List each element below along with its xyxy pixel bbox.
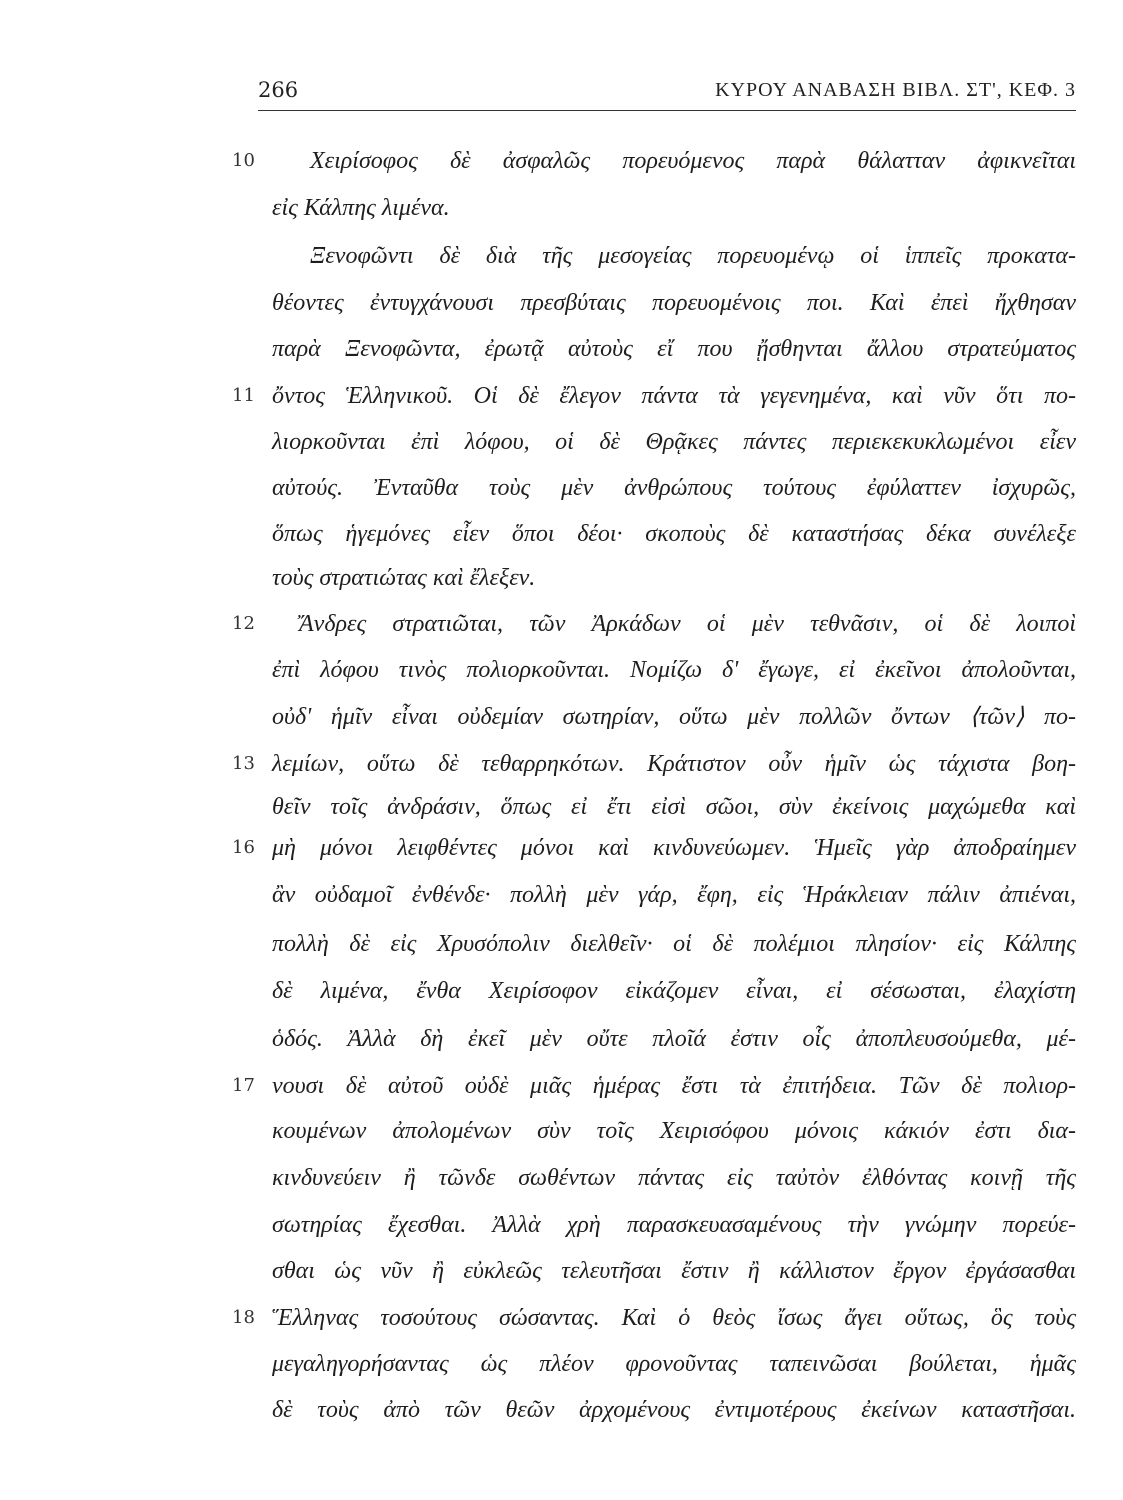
text-line: Ἄνδρες στρατιῶται, τῶν Ἀρκάδων οἱ μὲν τεθνᾶσιν, οἱ δὲ λοιποὶ: [299, 611, 1076, 637]
text-line: δὲ λιμένα, ἔνθα Χειρίσοφον εἰκάζομεν εἶναι, εἰ σέσωσται, ἐλαχίστη: [272, 978, 1076, 1004]
text-line: λιορκοῦνται ἐπὶ λόφου, οἱ δὲ Θρᾷκες πάντες περιεκεκυκλωμένοι εἶεν: [272, 429, 1076, 455]
text-line: κουμένων ἀπολομένων σὺν τοῖς Χειρισόφου μόνοις κάκιόν ἐστι δια-: [272, 1118, 1076, 1144]
page-number: 266: [258, 78, 299, 102]
running-title: ΚΥΡΟΥ ΑΝΑΒΑΣΗ ΒΙΒΛ. ΣΤ', ΚΕΦ. 3: [715, 79, 1076, 101]
section-number: 16: [232, 837, 255, 858]
text-line: κινδυνεύειν ἢ τῶνδε σωθέντων πάντας εἰς ταὐτὸν ἐλθόντας κοινῇ τῆς: [272, 1165, 1076, 1191]
text-line: δὲ τοὺς ἀπὸ τῶν θεῶν ἀρχομένους ἐντιμοτέρους ἐκείνων καταστῆσαι.: [272, 1397, 1076, 1423]
text-line: θεῖν τοῖς ἀνδράσιν, ὅπως εἰ ἔτι εἰσὶ σῶοι, σὺν ἐκείνοις μαχώμεθα καὶ: [272, 794, 1076, 820]
text-line: Ξενοφῶντι δὲ διὰ τῆς μεσογείας πορευομένῳ οἱ ἱππεῖς προκατα-: [310, 243, 1076, 269]
section-number: 13: [232, 753, 255, 774]
section-number: 12: [232, 613, 255, 634]
section-number: 18: [232, 1307, 255, 1328]
section-number: 10: [232, 150, 255, 171]
text-line: εἰς Κάλπης λιμένα.: [272, 195, 450, 221]
text-line: θέοντες ἐντυγχάνουσι πρεσβύταις πορευομένοις ποι. Καὶ ἐπεὶ ἤχθησαν: [272, 290, 1076, 316]
text-line: αὐτούς. Ἐνταῦθα τοὺς μὲν ἀνθρώπους τούτους ἐφύλαττεν ἰσχυρῶς,: [272, 475, 1076, 501]
text-line: πολλὴ δὲ εἰς Χρυσόπολιν διελθεῖν· οἱ δὲ πολέμιοι πλησίον· εἰς Κάλπης: [272, 931, 1076, 957]
text-line: ἐπὶ λόφου τινὸς πολιορκοῦνται. Νομίζω δ' ἔγωγε, εἰ ἐκεῖνοι ἀπολοῦνται,: [272, 657, 1076, 683]
text-line: σωτηρίας ἔχεσθαι. Ἀλλὰ χρὴ παρασκευασαμένους τὴν γνώμην πορεύε-: [272, 1212, 1076, 1238]
text-line: Χειρίσοφος δὲ ἀσφαλῶς πορευόμενος παρὰ θάλατταν ἀφικνεῖται: [310, 148, 1076, 174]
section-number: 17: [232, 1075, 255, 1096]
text-line: ὄντος Ἑλληνικοῦ. Οἱ δὲ ἔλεγον πάντα τὰ γεγενημένα, καὶ νῦν ὅτι πο-: [272, 383, 1076, 409]
text-line: νουσι δὲ αὐτοῦ οὐδὲ μιᾶς ἡμέρας ἔστι τὰ ἐπιτήδεια. Τῶν δὲ πολιορ-: [272, 1073, 1076, 1099]
section-number: 11: [232, 385, 255, 406]
text-line: μὴ μόνοι λειφθέντες μόνοι καὶ κινδυνεύωμεν. Ἡμεῖς γὰρ ἀποδραίημεν: [272, 835, 1076, 861]
text-line: παρὰ Ξενοφῶντα, ἐρωτᾷ αὐτοὺς εἴ που ᾔσθηνται ἄλλου στρατεύματος: [272, 336, 1076, 362]
text-line: σθαι ὡς νῦν ἢ εὐκλεῶς τελευτῆσαι ἔστιν ἢ κάλλιστον ἔργον ἐργάσασθαι: [272, 1258, 1076, 1284]
text-line: τοὺς στρατιώτας καὶ ἔλεξεν.: [272, 565, 536, 591]
text-line: ὅπως ἡγεμόνες εἶεν ὅποι δέοι· σκοποὺς δὲ καταστήσας δέκα συνέλεξε: [272, 521, 1076, 547]
text-line: λεμίων, οὕτω δὲ τεθαρρηκότων. Κράτιστον οὖν ἡμῖν ὡς τάχιστα βοη-: [272, 751, 1076, 777]
text-line: μεγαληγορήσαντας ὡς πλέον φρονοῦντας ταπεινῶσαι βούλεται, ἡμᾶς: [272, 1351, 1076, 1377]
text-line: ὁδός. Ἀλλὰ δὴ ἐκεῖ μὲν οὔτε πλοῖά ἐστιν οἷς ἀποπλευσούμεθα, μέ-: [272, 1026, 1076, 1052]
text-line: ἂν οὐδαμοῖ ἐνθένδε· πολλὴ μὲν γάρ, ἔφη, εἰς Ἡράκλειαν πάλιν ἀπιέναι,: [272, 882, 1076, 908]
text-line: Ἕλληνας τοσούτους σώσαντας. Καὶ ὁ θεὸς ἴσως ἄγει οὕτως, ὃς τοὺς: [272, 1305, 1076, 1331]
text-line: οὐδ' ἡμῖν εἶναι οὐδεμίαν σωτηρίαν, οὕτω μὲν πολλῶν ὄντων ⟨τῶν⟩ πο-: [272, 704, 1076, 730]
